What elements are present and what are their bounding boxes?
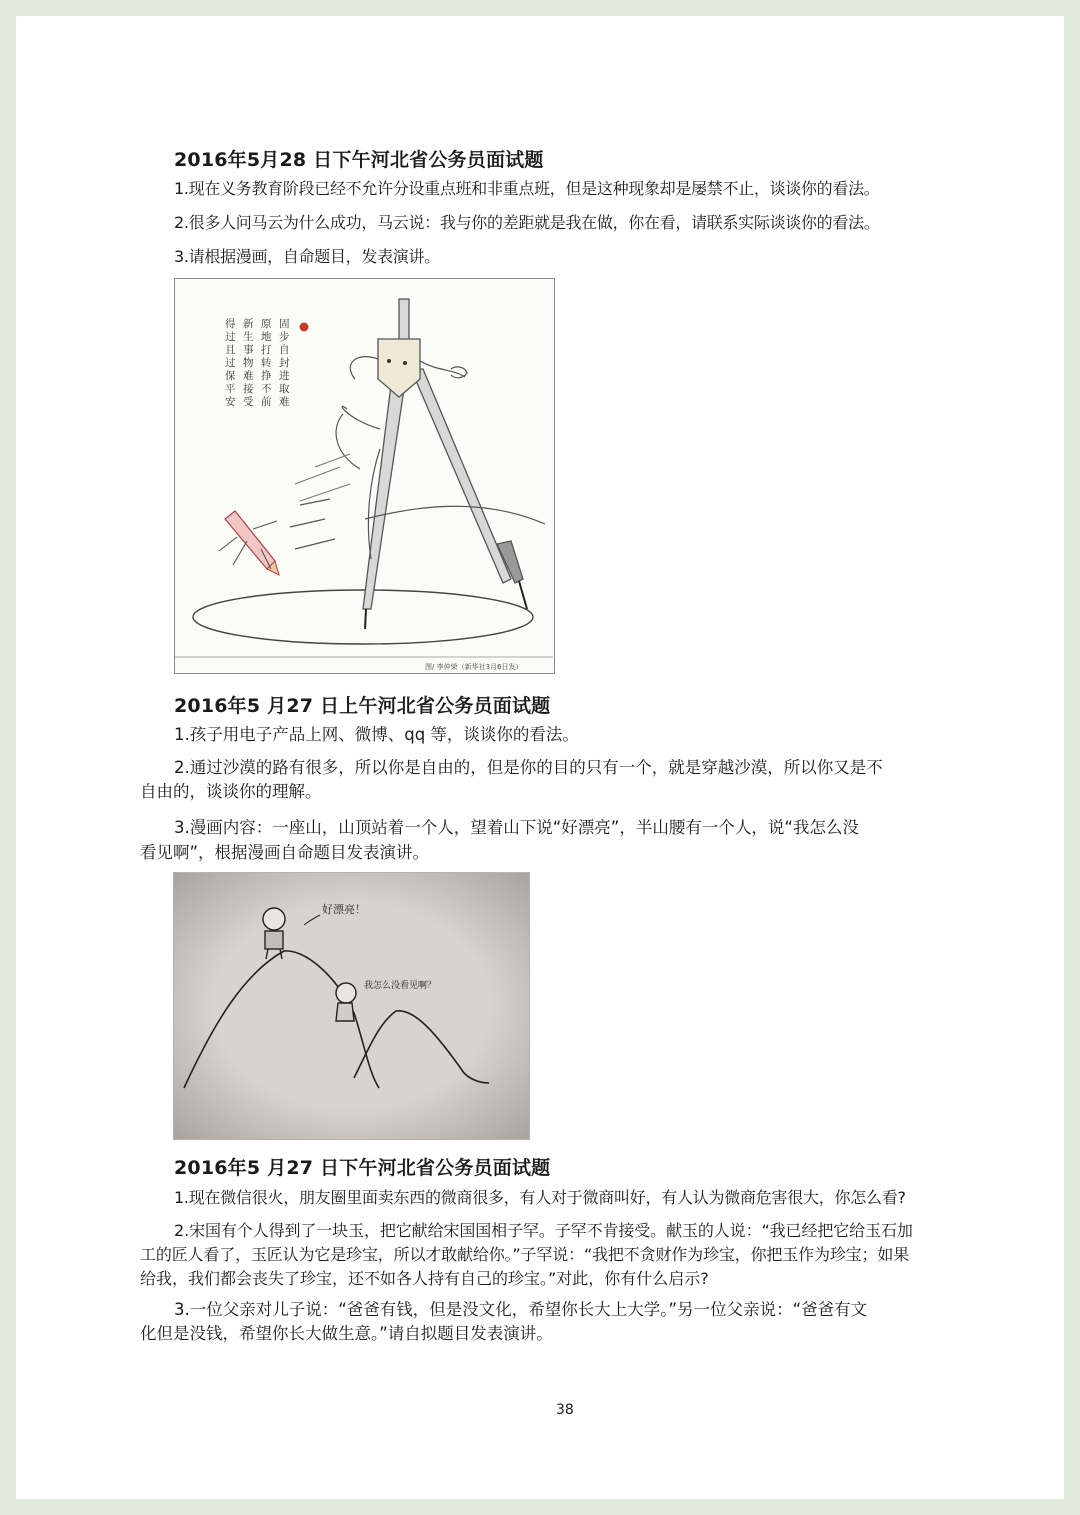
compass-cartoon-image bbox=[174, 278, 555, 674]
page-number: 38 bbox=[556, 1402, 574, 1418]
question-text: 自由的，谈谈你的理解。 bbox=[140, 782, 322, 801]
question-text: 3.一位父亲对儿子说：“爸爸有钱，但是没文化，希望你长大上大学。”另一位父亲说：“爸爸有文 bbox=[174, 1300, 868, 1319]
question-text: 2.很多人问马云为什么成功，马云说：我与你的差距就是我在做，你在看，请联系实际谈谈你的看法。 bbox=[174, 213, 880, 232]
cartoon-caption: 图/ 李仲荣（新华社3月6日发） bbox=[425, 663, 523, 671]
section-heading: 2016年5 月27 日下午河北省公务员面试题 bbox=[174, 1157, 551, 1179]
speech-bubble-middle: 我怎么没看见啊？ bbox=[364, 981, 437, 991]
section-heading: 2016年5月28 日下午河北省公务员面试题 bbox=[174, 149, 544, 171]
cartoon-vertical-text: 新生事物难接受 bbox=[243, 318, 254, 408]
speech-bubble-top: 好漂亮！ bbox=[322, 903, 366, 916]
mountain-cartoon-image bbox=[173, 872, 530, 1140]
section-heading: 2016年5 月27 日上午河北省公务员面试题 bbox=[174, 695, 551, 717]
question-text: 3.请根据漫画，自命题目，发表演讲。 bbox=[174, 247, 440, 266]
question-text: 1.现在微信很火，朋友圈里面卖东西的微商很多，有人对于微商叫好，有人认为微商危害很大，你怎么看? bbox=[174, 1188, 906, 1207]
pencil-figure-icon bbox=[219, 511, 279, 575]
question-text: 看见啊”，根据漫画自命题目发表演讲。 bbox=[140, 843, 430, 862]
question-text: 1.孩子用电子产品上网、微博、qq 等，谈谈你的看法。 bbox=[174, 725, 579, 744]
cartoon-vertical-text: 得过且过保平安 bbox=[225, 318, 236, 408]
question-text: 给我，我们都会丧失了珍宝，还不如各人持有自己的珍宝。”对此，你有什么启示? bbox=[140, 1269, 709, 1288]
question-text: 3.漫画内容：一座山，山顶站着一个人，望着山下说“好漂亮”，半山腰有一个人，说“我怎么没 bbox=[174, 818, 859, 837]
cartoon-vertical-text: 原地打转挣不前 bbox=[261, 318, 272, 408]
cartoon-vertical-text: 固步自封进取难 bbox=[279, 318, 290, 408]
question-text: 工的匠人看了，玉匠认为它是珍宝，所以才敢献给你。”子罕说：“我把不贪财作为珍宝，你把玉作为珍宝；如果 bbox=[140, 1245, 910, 1264]
question-text: 2.宋国有个人得到了一块玉，把它献给宋国国相子罕。子罕不肯接受。献玉的人说：“我已经把它给玉石加 bbox=[174, 1221, 913, 1240]
question-text: 化但是没钱，希望你长大做生意。”请自拟题目发表演讲。 bbox=[140, 1324, 553, 1343]
question-text: 1.现在义务教育阶段已经不允许分设重点班和非重点班，但是这种现象却是屡禁不止，谈谈你的看法。 bbox=[174, 179, 880, 198]
seal-icon bbox=[300, 323, 309, 332]
question-text: 2.通过沙漠的路有很多，所以你是自由的，但是你的目的只有一个，就是穿越沙漠，所以你又是不 bbox=[174, 758, 883, 777]
